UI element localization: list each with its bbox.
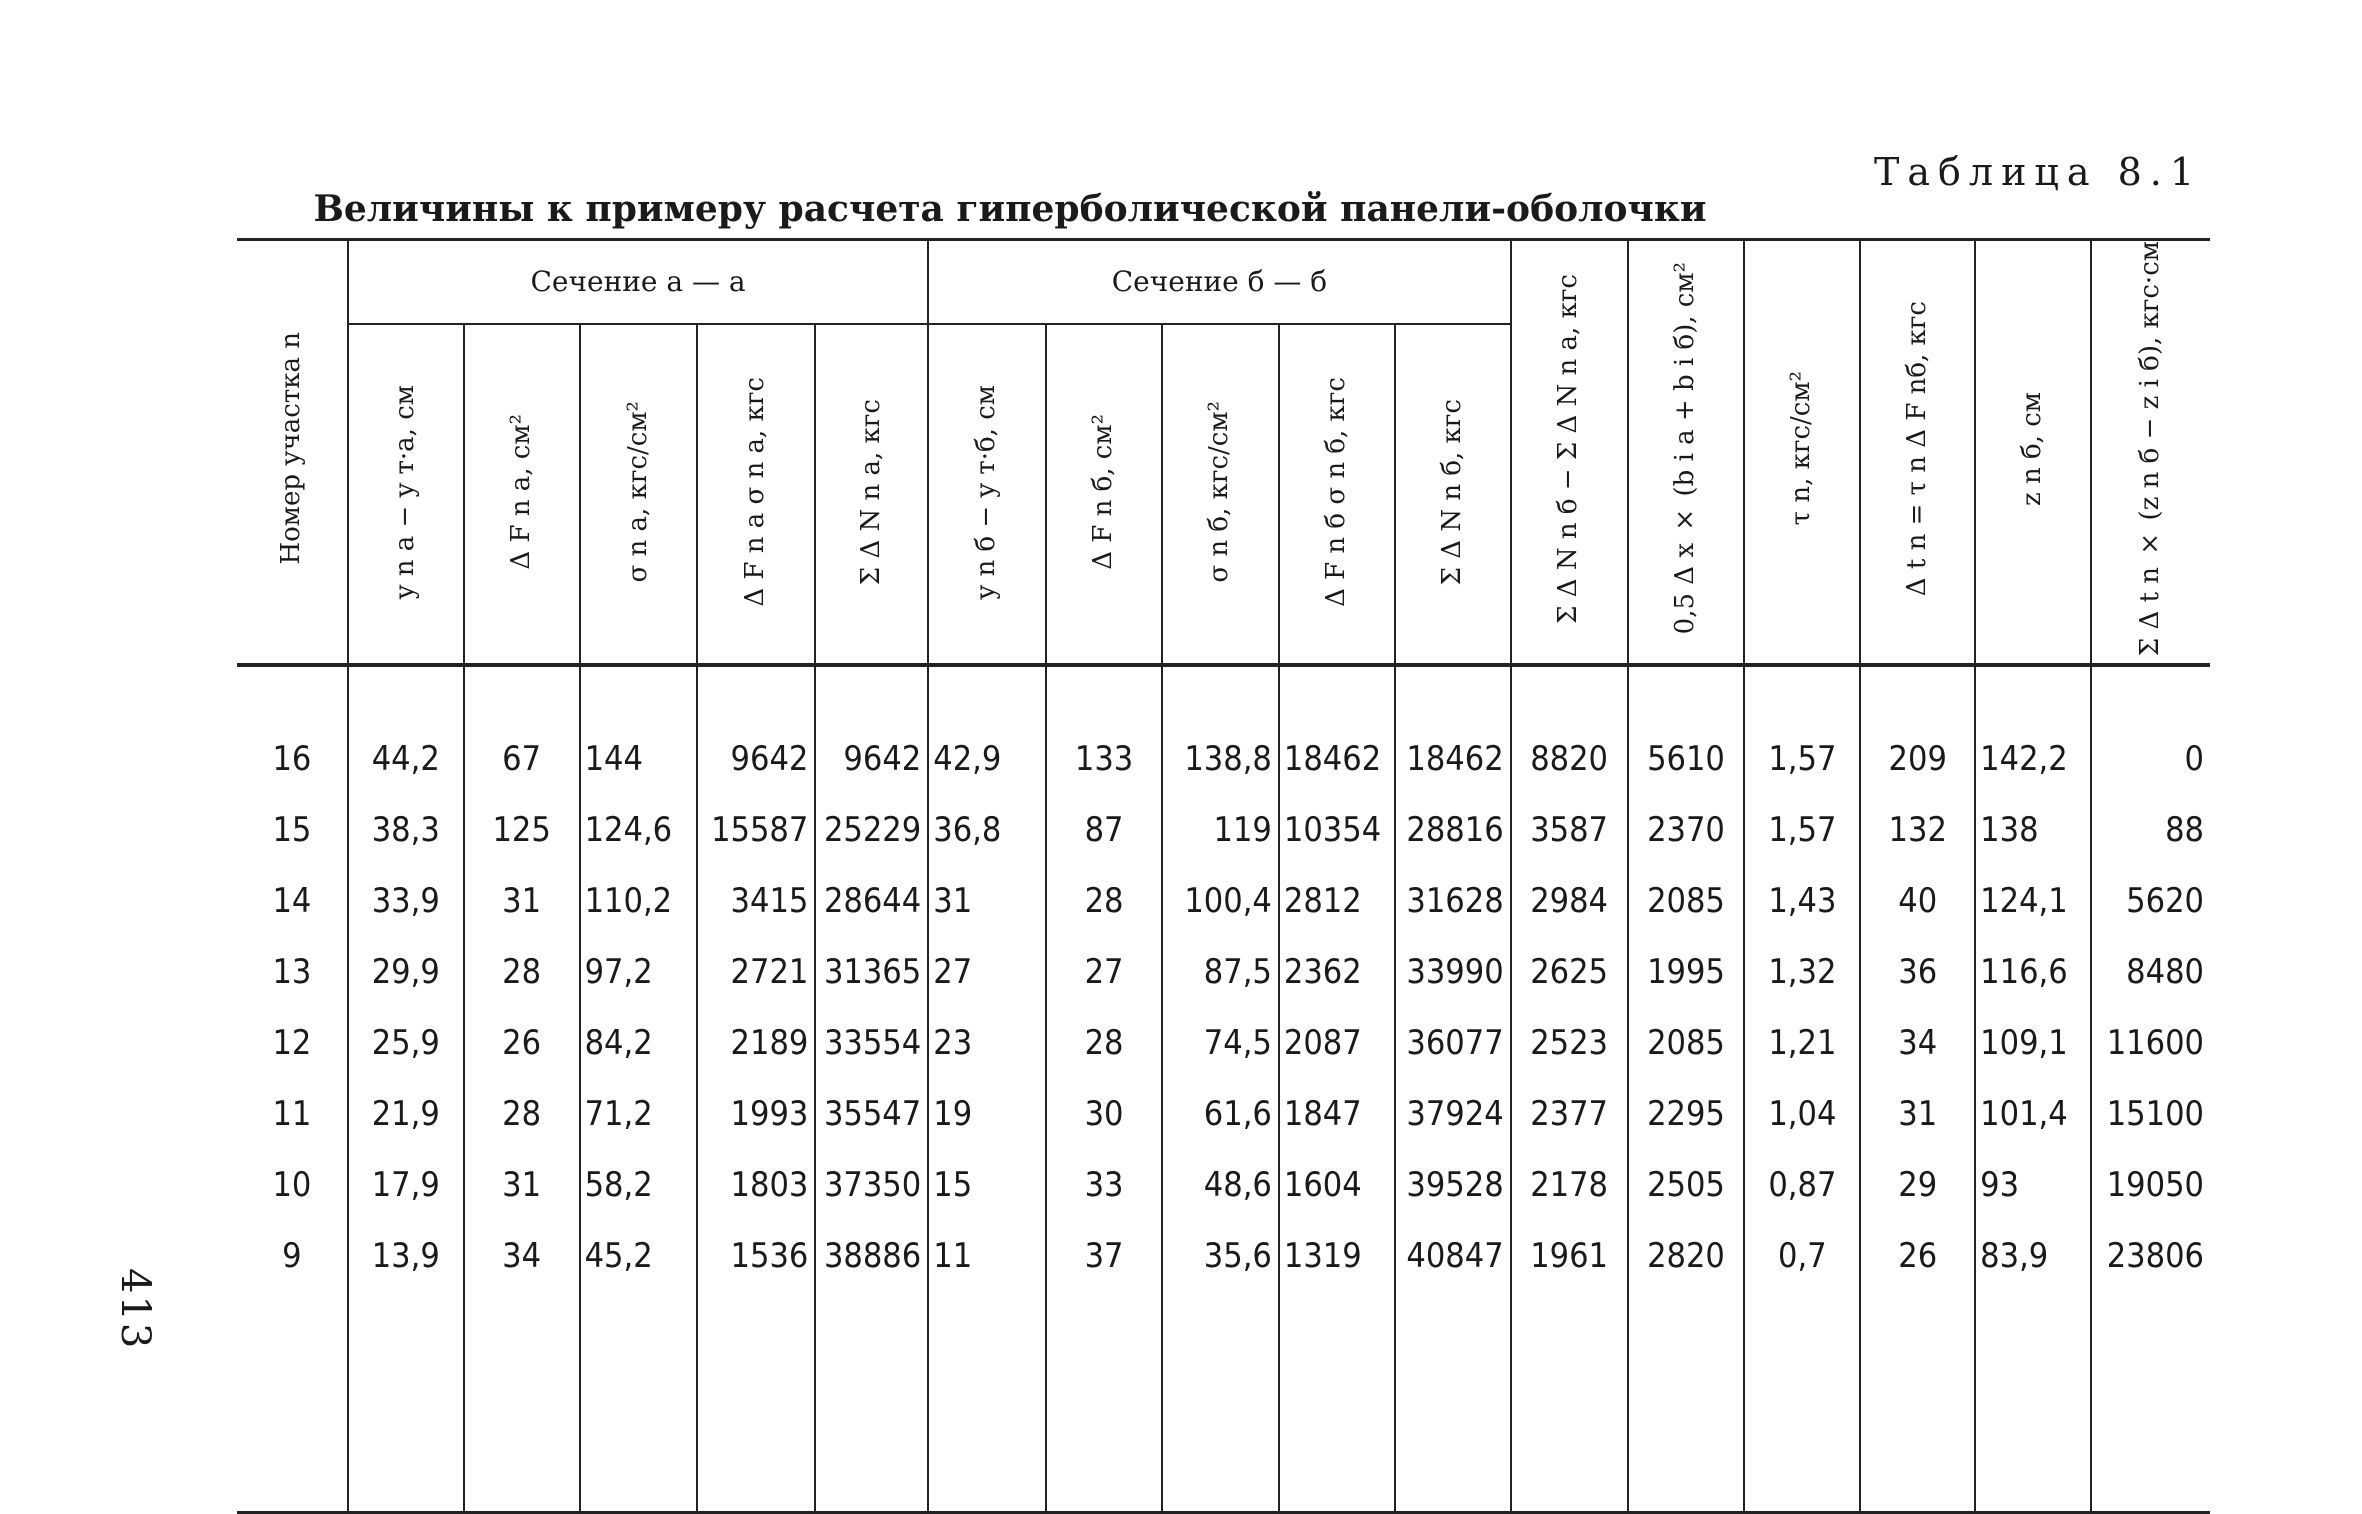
table-cell: 74,5 xyxy=(1162,1007,1279,1078)
table-cell: 1319 xyxy=(1279,1220,1395,1291)
table-cell: 36,8 xyxy=(928,794,1046,865)
table-cell: 45,2 xyxy=(580,1220,698,1291)
table-cell: 2523 xyxy=(1511,1007,1628,1078)
table-body xyxy=(237,665,2210,1513)
table-cell: 2087 xyxy=(1279,1007,1395,1078)
table-cell: 9642 xyxy=(815,665,928,794)
table-cell: 15587 xyxy=(697,794,815,865)
table-cell: 125 xyxy=(464,794,580,865)
table-cell: 15100 xyxy=(2091,1078,2210,1149)
table-cell: 18462 xyxy=(1395,665,1511,794)
table-cell: 3587 xyxy=(1511,794,1628,865)
table-number-label: Таблица 8.1 xyxy=(1874,150,2202,194)
table-cell: 116,6 xyxy=(1975,936,2091,1007)
table-cell: 2820 xyxy=(1628,1220,1745,1291)
empty-cell xyxy=(1279,1291,1395,1513)
table-cell: 2295 xyxy=(1628,1078,1745,1149)
table-cell: 97,2 xyxy=(580,936,698,1007)
table-cell: 93 xyxy=(1975,1149,2091,1220)
row-number-cell: 13 xyxy=(237,936,348,1007)
table-cell: 1995 xyxy=(1628,936,1745,1007)
table-row-spacer xyxy=(237,1291,2210,1513)
table-cell: 209 xyxy=(1860,665,1975,794)
table-cell: 19 xyxy=(928,1078,1046,1149)
table-row xyxy=(237,794,2210,865)
table-row xyxy=(237,1149,2210,1220)
table-cell: 44,2 xyxy=(348,665,464,794)
table-cell: 48,6 xyxy=(1162,1149,1279,1220)
table-cell: 33 xyxy=(1046,1149,1162,1220)
table-cell: 11 xyxy=(928,1220,1046,1291)
empty-cell xyxy=(1628,1291,1745,1513)
table-cell: 2984 xyxy=(1511,865,1628,936)
table-cell: 84,2 xyxy=(580,1007,698,1078)
table-cell: 34 xyxy=(464,1220,580,1291)
header-col-1: y n a − y т·a, см xyxy=(348,324,464,665)
empty-cell xyxy=(1975,1291,2091,1513)
table-cell: 33554 xyxy=(815,1007,928,1078)
empty-cell xyxy=(815,1291,928,1513)
empty-cell xyxy=(237,1291,348,1513)
table-cell: 0 xyxy=(2091,665,2210,794)
table-cell: 1604 xyxy=(1279,1149,1395,1220)
table-cell: 28 xyxy=(464,936,580,1007)
table-cell: 2362 xyxy=(1279,936,1395,1007)
header-col-16: Σ Δ t n × (z n б − z i б), кгс·см xyxy=(2091,240,2210,666)
table-cell: 25,9 xyxy=(348,1007,464,1078)
table-cell: 101,4 xyxy=(1975,1078,2091,1149)
header-section-b: Сечение б — б xyxy=(928,240,1510,324)
table-cell: 29,9 xyxy=(348,936,464,1007)
table-cell: 39528 xyxy=(1395,1149,1511,1220)
header-col-2: Δ F n a, см² xyxy=(464,324,580,665)
table-cell: 31 xyxy=(928,865,1046,936)
row-number-cell: 15 xyxy=(237,794,348,865)
table-cell: 133 xyxy=(1046,665,1162,794)
header-col-14: Δ t n = τ n Δ F nб, кгс xyxy=(1860,240,1975,666)
empty-cell xyxy=(464,1291,580,1513)
empty-cell xyxy=(2091,1291,2210,1513)
table-cell: 1536 xyxy=(697,1220,815,1291)
row-number-cell: 11 xyxy=(237,1078,348,1149)
table-cell: 142,2 xyxy=(1975,665,2091,794)
empty-cell xyxy=(1162,1291,1279,1513)
table-row xyxy=(237,1220,2210,1291)
table-cell: 34 xyxy=(1860,1007,1975,1078)
table-cell: 10354 xyxy=(1279,794,1395,865)
header-col-5: Σ Δ N n a, кгс xyxy=(815,324,928,665)
table-cell: 2625 xyxy=(1511,936,1628,1007)
table-cell: 61,6 xyxy=(1162,1078,1279,1149)
table-cell: 28 xyxy=(1046,865,1162,936)
row-number-cell: 12 xyxy=(237,1007,348,1078)
table-cell: 87,5 xyxy=(1162,936,1279,1007)
empty-cell xyxy=(928,1291,1046,1513)
table-cell: 5620 xyxy=(2091,865,2210,936)
table-cell: 3415 xyxy=(697,865,815,936)
table-cell: 124,6 xyxy=(580,794,698,865)
table-cell: 37 xyxy=(1046,1220,1162,1291)
table-cell: 42,9 xyxy=(928,665,1046,794)
table-cell: 0,87 xyxy=(1744,1149,1860,1220)
table-cell: 1,43 xyxy=(1744,865,1860,936)
table-cell: 58,2 xyxy=(580,1149,698,1220)
table-cell: 13,9 xyxy=(348,1220,464,1291)
table-cell: 30 xyxy=(1046,1078,1162,1149)
table-cell: 8820 xyxy=(1511,665,1628,794)
empty-cell xyxy=(580,1291,698,1513)
header-col-6: y n б − y т·б, см xyxy=(928,324,1046,665)
empty-cell xyxy=(348,1291,464,1513)
table-cell: 37924 xyxy=(1395,1078,1511,1149)
table-cell: 119 xyxy=(1162,794,1279,865)
table-row xyxy=(237,665,2210,794)
table-cell: 23806 xyxy=(2091,1220,2210,1291)
table-cell: 33990 xyxy=(1395,936,1511,1007)
page-number: 413 xyxy=(112,1268,158,1351)
table-cell: 109,1 xyxy=(1975,1007,2091,1078)
table-cell: 38886 xyxy=(815,1220,928,1291)
table-cell: 27 xyxy=(1046,936,1162,1007)
table-cell: 31365 xyxy=(815,936,928,1007)
table-cell: 11600 xyxy=(2091,1007,2210,1078)
table-cell: 23 xyxy=(928,1007,1046,1078)
table-cell: 1,57 xyxy=(1744,794,1860,865)
table-cell: 28644 xyxy=(815,865,928,936)
table-cell: 2085 xyxy=(1628,865,1745,936)
header-col-8: σ n б, кгс/см² xyxy=(1162,324,1279,665)
row-number-cell: 10 xyxy=(237,1149,348,1220)
table-cell: 2085 xyxy=(1628,1007,1745,1078)
table-cell: 132 xyxy=(1860,794,1975,865)
empty-cell xyxy=(1511,1291,1628,1513)
table-cell: 2189 xyxy=(697,1007,815,1078)
header-col-10: Σ Δ N n б, кгс xyxy=(1395,324,1511,665)
table-cell: 71,2 xyxy=(580,1078,698,1149)
table-cell: 25229 xyxy=(815,794,928,865)
table-cell: 67 xyxy=(464,665,580,794)
table-cell: 35547 xyxy=(815,1078,928,1149)
table-cell: 144 xyxy=(580,665,698,794)
table-cell: 36077 xyxy=(1395,1007,1511,1078)
header-col-9: Δ F n б σ n б, кгс xyxy=(1279,324,1395,665)
table-cell: 36 xyxy=(1860,936,1975,1007)
table-cell: 35,6 xyxy=(1162,1220,1279,1291)
table-cell: 31 xyxy=(464,1149,580,1220)
header-section-a: Сечение a — a xyxy=(348,240,928,324)
table-row xyxy=(237,936,2210,1007)
table-cell: 2505 xyxy=(1628,1149,1745,1220)
table-title: Величины к примеру расчета гиперболической панели-оболочки xyxy=(313,188,1707,230)
table-cell: 28 xyxy=(1046,1007,1162,1078)
table-cell: 1,04 xyxy=(1744,1078,1860,1149)
row-number-cell: 16 xyxy=(237,665,348,794)
table-cell: 1,21 xyxy=(1744,1007,1860,1078)
table-cell: 40847 xyxy=(1395,1220,1511,1291)
table-cell: 31628 xyxy=(1395,865,1511,936)
table-cell: 15 xyxy=(928,1149,1046,1220)
table-cell: 138 xyxy=(1975,794,2091,865)
table-row xyxy=(237,1078,2210,1149)
table-cell: 87 xyxy=(1046,794,1162,865)
table-cell: 1803 xyxy=(697,1149,815,1220)
table-cell: 2812 xyxy=(1279,865,1395,936)
table-cell: 124,1 xyxy=(1975,865,2091,936)
table-cell: 100,4 xyxy=(1162,865,1279,936)
table-cell: 1,32 xyxy=(1744,936,1860,1007)
table-cell: 17,9 xyxy=(348,1149,464,1220)
table-header xyxy=(237,240,2210,666)
table-cell: 1,57 xyxy=(1744,665,1860,794)
table-cell: 33,9 xyxy=(348,865,464,936)
table-cell: 18462 xyxy=(1279,665,1395,794)
table-cell: 0,7 xyxy=(1744,1220,1860,1291)
table-cell: 2721 xyxy=(697,936,815,1007)
table-row xyxy=(237,1007,2210,1078)
data-table xyxy=(237,238,2210,1514)
table-cell: 88 xyxy=(2091,794,2210,865)
header-col-3: σ n a, кгс/см² xyxy=(580,324,698,665)
table-cell: 9642 xyxy=(697,665,815,794)
table-cell: 8480 xyxy=(2091,936,2210,1007)
table-cell: 19050 xyxy=(2091,1149,2210,1220)
header-col-7: Δ F n б, см² xyxy=(1046,324,1162,665)
empty-cell xyxy=(1744,1291,1860,1513)
table-cell: 28 xyxy=(464,1078,580,1149)
header-col-13: τ n, кгс/см² xyxy=(1744,240,1860,666)
empty-cell xyxy=(1860,1291,1975,1513)
table-cell: 83,9 xyxy=(1975,1220,2091,1291)
row-number-cell: 9 xyxy=(237,1220,348,1291)
table-cell: 27 xyxy=(928,936,1046,1007)
table-cell: 1993 xyxy=(697,1078,815,1149)
header-col-12: 0,5 Δ x × (b i a + b i б), см² xyxy=(1628,240,1745,666)
table-cell: 26 xyxy=(464,1007,580,1078)
empty-cell xyxy=(697,1291,815,1513)
header-col-4: Δ F n a σ n a, кгс xyxy=(697,324,815,665)
table-cell: 26 xyxy=(1860,1220,1975,1291)
table-cell: 38,3 xyxy=(348,794,464,865)
table-cell: 31 xyxy=(1860,1078,1975,1149)
table-cell: 138,8 xyxy=(1162,665,1279,794)
table-cell: 2370 xyxy=(1628,794,1745,865)
table-cell: 2377 xyxy=(1511,1078,1628,1149)
empty-cell xyxy=(1395,1291,1511,1513)
table-cell: 31 xyxy=(464,865,580,936)
table-cell: 110,2 xyxy=(580,865,698,936)
table-cell: 1847 xyxy=(1279,1078,1395,1149)
table-row xyxy=(237,865,2210,936)
table-cell: 29 xyxy=(1860,1149,1975,1220)
table-cell: 21,9 xyxy=(348,1078,464,1149)
table-cell: 28816 xyxy=(1395,794,1511,865)
header-col-15: z n б, см xyxy=(1975,240,2091,666)
table-cell: 2178 xyxy=(1511,1149,1628,1220)
header-col-11: Σ Δ N n б − Σ Δ N n a, кгс xyxy=(1511,240,1628,666)
table-cell: 1961 xyxy=(1511,1220,1628,1291)
data-table-wrapper xyxy=(237,238,2210,1514)
table-cell: 5610 xyxy=(1628,665,1745,794)
empty-cell xyxy=(1046,1291,1162,1513)
table-cell: 40 xyxy=(1860,865,1975,936)
header-section-number: Номер участка n xyxy=(237,240,348,666)
row-number-cell: 14 xyxy=(237,865,348,936)
table-cell: 37350 xyxy=(815,1149,928,1220)
